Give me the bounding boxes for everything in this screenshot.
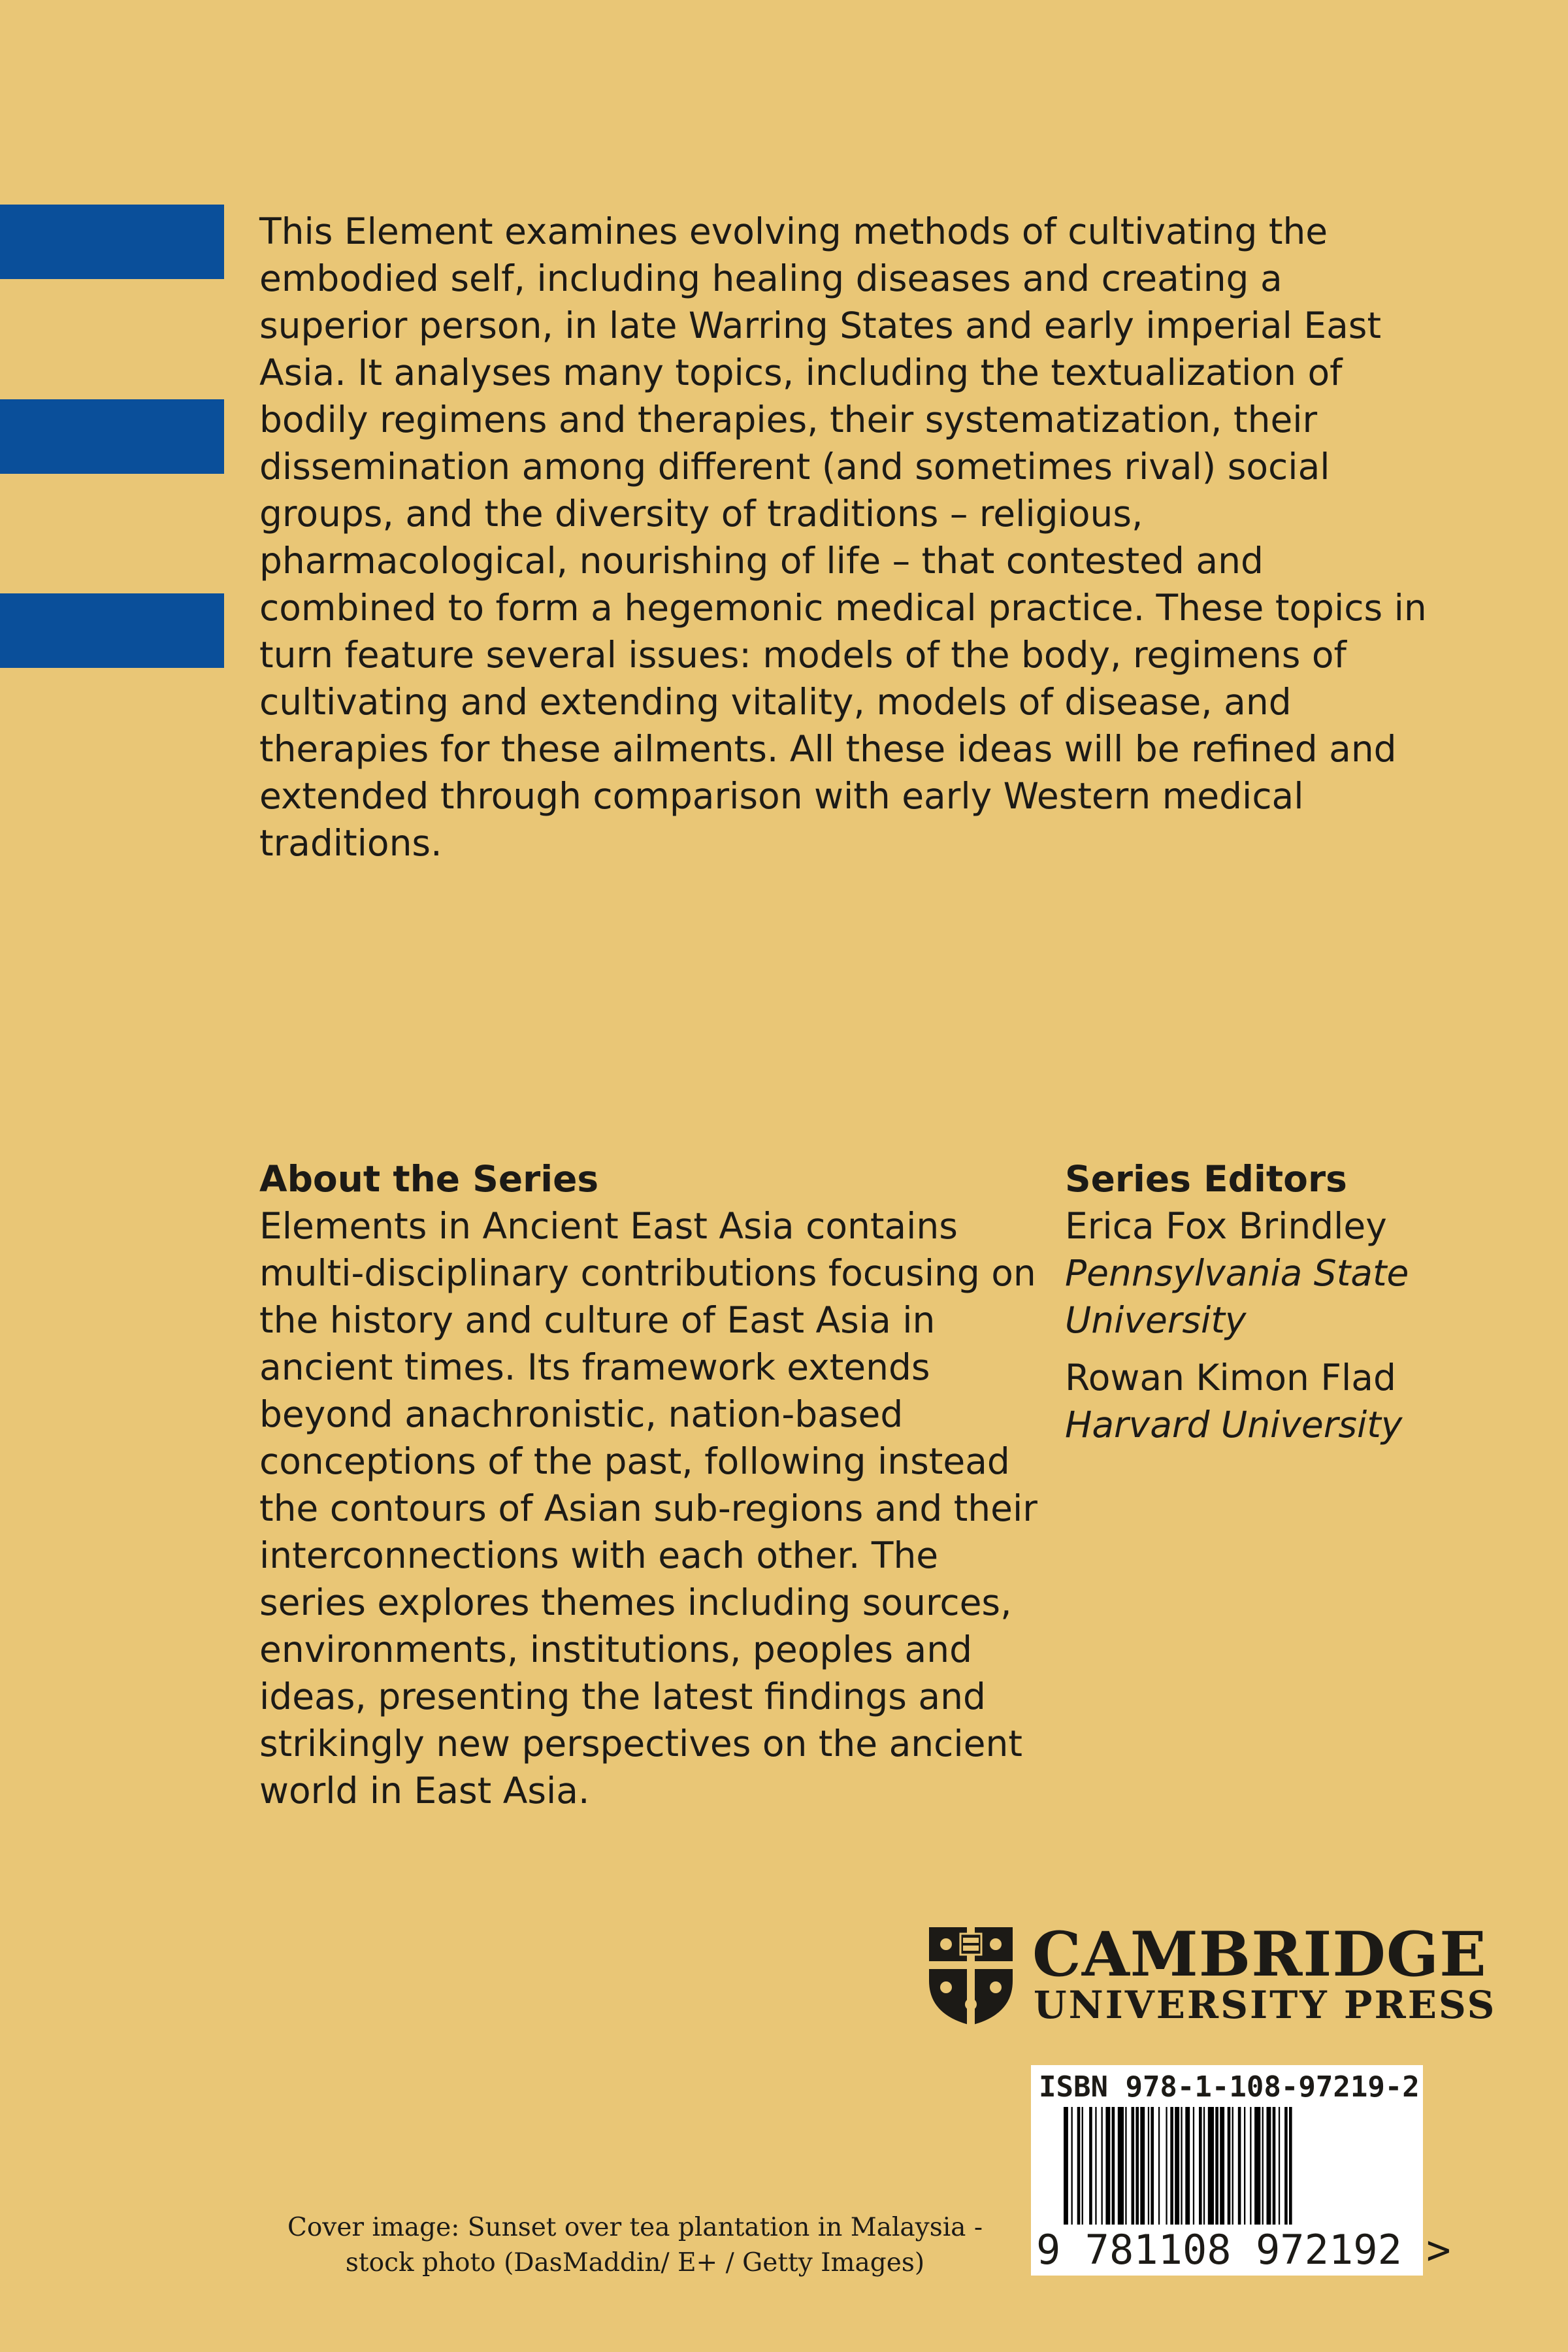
barcode-stripe — [1089, 2107, 1092, 2225]
barcode-stripe — [1289, 2107, 1292, 2225]
barcode-stripe — [1135, 2107, 1139, 2225]
publisher-logo — [926, 1919, 1497, 2029]
about-series-heading: About the Series — [259, 1158, 599, 1200]
barcode-stripe — [1071, 2107, 1073, 2225]
barcode-stripe — [1238, 2107, 1241, 2225]
editor-affiliation: Harvard University — [1065, 1404, 1403, 1446]
series-editors-section — [1065, 1155, 1522, 1448]
barcode-stripe — [1279, 2107, 1280, 2225]
publisher-name: CAMBRIDGE — [1032, 1919, 1487, 1991]
barcode-stripe — [1140, 2107, 1145, 2225]
barcode-stripe — [1175, 2107, 1179, 2225]
barcode-stripe — [1203, 2107, 1205, 2225]
barcode-stripe — [1273, 2107, 1276, 2225]
barcode-stripe — [1105, 2107, 1110, 2225]
barcode-stripe — [1244, 2107, 1245, 2225]
barcode-stripe — [1208, 2107, 1214, 2225]
barcode-stripe — [1148, 2107, 1149, 2225]
about-series-text: Elements in Ancient East Asia contains multi-disciplinary contributions focusing on the history and culture of East Asia in ancient times. Its framework extends beyond anachronistic, nation-based conceptions of the past, following instead the contours of Asian sub-regions and their interconnections with each other. The series explores themes including sources, environments, institutions, peoples and ideas, presenting the latest findings and strikingly new perspectives on the ancient world in East Asia. — [259, 1205, 1037, 1812]
editor-affiliation: Pennsylvania State University — [1065, 1252, 1409, 1341]
barcode-stripe — [1102, 2107, 1103, 2225]
editor-entry — [1065, 1202, 1522, 1344]
barcode-stripe — [1151, 2107, 1154, 2225]
barcode-stripe — [1095, 2107, 1096, 2225]
barcode-stripe — [1267, 2107, 1271, 2225]
barcode-stripe — [1064, 2107, 1068, 2225]
isbn-barcode — [1031, 2065, 1451, 2276]
barcode-stripe — [1262, 2107, 1264, 2225]
editor-name: Rowan Kimon Flad — [1065, 1357, 1396, 1399]
barcode-stripe — [1220, 2107, 1224, 2225]
barcode-stripe — [1077, 2107, 1081, 2225]
accent-bar-3 — [0, 593, 224, 668]
barcode-stripe — [1199, 2107, 1202, 2225]
barcode-stripe — [1170, 2107, 1173, 2225]
series-editors-heading: Series Editors — [1065, 1158, 1347, 1200]
barcode-stripe — [1112, 2107, 1115, 2225]
barcode-stripe — [1125, 2107, 1126, 2225]
barcode-stripe — [1166, 2107, 1167, 2225]
cover-image-credit: Cover image: Sunset over tea plantation in Malaysia - stock photo (DasMaddin/ E+ / Getty Images) — [287, 2213, 983, 2277]
editor-name: Erica Fox Brindley — [1065, 1205, 1387, 1247]
barcode-stripe — [1185, 2107, 1190, 2225]
barcode-stripe — [1232, 2107, 1233, 2225]
about-series-section — [259, 1155, 1043, 1814]
editor-entry — [1065, 1354, 1522, 1448]
barcode-digits: 9 781108 972192 > — [1036, 2226, 1451, 2274]
barcode-stripe — [1082, 2107, 1083, 2225]
barcode-stripe — [1228, 2107, 1231, 2225]
university-shield-icon — [926, 1925, 1015, 2027]
barcode-stripe — [1132, 2107, 1135, 2225]
isbn-label: ISBN 978-1-108-97219-2 — [1039, 2070, 1420, 2104]
barcode-stripe — [1181, 2107, 1182, 2225]
publisher-subname: UNIVERSITY PRESS — [1034, 1983, 1497, 2027]
barcode-bars — [1064, 2107, 1397, 2225]
barcode-stripe — [1250, 2107, 1251, 2225]
barcode-stripe — [1284, 2107, 1288, 2225]
barcode-stripe — [1158, 2107, 1160, 2225]
barcode-stripe — [1118, 2107, 1124, 2225]
barcode-stripe — [1215, 2107, 1218, 2225]
book-blurb: This Element examines evolving methods of cultivating the embodied self, including healing diseases and creating a superior person, in late Warring States and early imperial East Asia. It analyses many topics, including the textualization of bodily regimens and therapies, their systematization, their dissemination among different (and sometimes rival) social groups, and the diversity of traditions – religious, pharmacological, nourishing of life – that contested and combined to form a hegemonic medical practice. These topics in turn feature several issues: models of the body, regimens of cultivating and extending vitality, models of disease, and therapies for these ailments. All these ideas will be refined and extended through comparison with early Western medical traditions. — [259, 210, 1427, 864]
accent-bar-1 — [0, 205, 224, 279]
accent-bar-2 — [0, 399, 224, 474]
barcode-stripe — [1193, 2107, 1194, 2225]
barcode-stripe — [1254, 2107, 1260, 2225]
